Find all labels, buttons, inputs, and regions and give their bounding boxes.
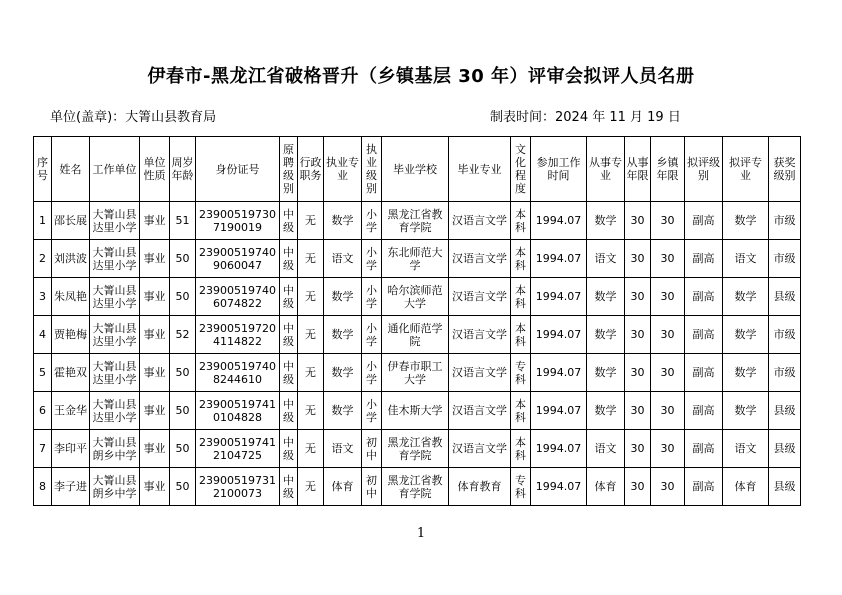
table-cell: 体育教育 xyxy=(449,468,511,506)
table-cell: 体育 xyxy=(723,468,769,506)
table-cell: 239005197410104828 xyxy=(196,392,280,430)
table-cell: 1 xyxy=(34,202,52,240)
table-row xyxy=(34,316,801,354)
column-header: 序号 xyxy=(34,137,52,202)
column-header: 毕业专业 xyxy=(449,137,511,202)
table-cell: 30 xyxy=(625,354,651,392)
table-cell: 副高 xyxy=(685,354,723,392)
table-cell: 副高 xyxy=(685,468,723,506)
table-cell: 霍艳双 xyxy=(52,354,90,392)
table-cell: 市级 xyxy=(769,202,801,240)
table-cell: 本科 xyxy=(511,240,531,278)
table-cell: 汉语言文学 xyxy=(449,202,511,240)
table-cell: 语文 xyxy=(324,240,362,278)
table-cell: 本科 xyxy=(511,202,531,240)
table-row xyxy=(34,354,801,392)
table-cell: 县级 xyxy=(769,278,801,316)
column-header: 乡镇年限 xyxy=(651,137,685,202)
table-cell: 县级 xyxy=(769,430,801,468)
table-cell: 数学 xyxy=(324,392,362,430)
column-header: 毕业学校 xyxy=(382,137,449,202)
column-header: 获奖级别 xyxy=(769,137,801,202)
table-cell: 239005197204114822 xyxy=(196,316,280,354)
table-cell: 中级 xyxy=(280,468,298,506)
table-cell: 县级 xyxy=(769,392,801,430)
table-header-row xyxy=(34,137,801,202)
date-label: 制表时间：2024 年 11 月 19 日 xyxy=(490,110,681,125)
table-cell: 事业 xyxy=(140,202,170,240)
table-cell: 副高 xyxy=(685,316,723,354)
table-cell: 中级 xyxy=(280,392,298,430)
table-cell: 1994.07 xyxy=(531,430,587,468)
table-cell: 51 xyxy=(170,202,196,240)
table-cell: 数学 xyxy=(587,316,625,354)
table-cell: 本科 xyxy=(511,392,531,430)
table-cell: 1994.07 xyxy=(531,468,587,506)
table-row xyxy=(34,278,801,316)
table-cell: 汉语言文学 xyxy=(449,316,511,354)
column-header: 参加工作时间 xyxy=(531,137,587,202)
table-cell: 李子进 xyxy=(52,468,90,506)
table-cell: 30 xyxy=(625,202,651,240)
column-header: 从事专业 xyxy=(587,137,625,202)
column-header: 行政职务 xyxy=(298,137,324,202)
column-header: 文化程度 xyxy=(511,137,531,202)
table-cell: 朱凤艳 xyxy=(52,278,90,316)
table-cell: 30 xyxy=(625,430,651,468)
table-cell: 1994.07 xyxy=(531,316,587,354)
table-cell: 中级 xyxy=(280,354,298,392)
table-cell: 239005197406074822 xyxy=(196,278,280,316)
table-row xyxy=(34,430,801,468)
table-cell: 7 xyxy=(34,430,52,468)
table-cell: 副高 xyxy=(685,202,723,240)
table-cell: 通化师范学院 xyxy=(382,316,449,354)
table-cell: 数学 xyxy=(587,354,625,392)
table-cell: 52 xyxy=(170,316,196,354)
table-row xyxy=(34,202,801,240)
table-cell: 无 xyxy=(298,430,324,468)
table-cell: 黑龙江省教育学院 xyxy=(382,202,449,240)
table-cell: 数学 xyxy=(723,354,769,392)
table-cell: 县级 xyxy=(769,468,801,506)
table-cell: 无 xyxy=(298,240,324,278)
table-cell: 中级 xyxy=(280,240,298,278)
table-row xyxy=(34,240,801,278)
table-cell: 市级 xyxy=(769,316,801,354)
table-cell: 副高 xyxy=(685,240,723,278)
table-cell: 事业 xyxy=(140,392,170,430)
table-cell: 本科 xyxy=(511,278,531,316)
table-cell: 数学 xyxy=(324,278,362,316)
table-cell: 汉语言文学 xyxy=(449,240,511,278)
table-cell: 3 xyxy=(34,278,52,316)
table-cell: 大箐山县达里小学 xyxy=(90,392,140,430)
table-cell: 239005197412104725 xyxy=(196,430,280,468)
table-cell: 语文 xyxy=(723,430,769,468)
table-cell: 数学 xyxy=(587,202,625,240)
table-cell: 语文 xyxy=(723,240,769,278)
table-cell: 4 xyxy=(34,316,52,354)
page-number: 1 xyxy=(416,526,426,541)
table-cell: 30 xyxy=(625,316,651,354)
table-cell: 30 xyxy=(625,278,651,316)
column-header: 姓名 xyxy=(52,137,90,202)
table-cell: 贾艳梅 xyxy=(52,316,90,354)
table-cell: 本科 xyxy=(511,430,531,468)
table-cell: 数学 xyxy=(723,316,769,354)
table-cell: 事业 xyxy=(140,278,170,316)
table-cell: 专科 xyxy=(511,354,531,392)
table-cell: 50 xyxy=(170,278,196,316)
table-cell: 239005197307190019 xyxy=(196,202,280,240)
table-cell: 伊春市职工大学 xyxy=(382,354,449,392)
table-cell: 5 xyxy=(34,354,52,392)
table-cell: 数学 xyxy=(324,202,362,240)
table-cell: 大箐山县达里小学 xyxy=(90,354,140,392)
table-cell: 专科 xyxy=(511,468,531,506)
table-cell: 王金华 xyxy=(52,392,90,430)
table-cell: 无 xyxy=(298,354,324,392)
table-cell: 事业 xyxy=(140,240,170,278)
table-cell: 1994.07 xyxy=(531,278,587,316)
table-cell: 239005197408244610 xyxy=(196,354,280,392)
table-cell: 市级 xyxy=(769,240,801,278)
column-header: 单位性质 xyxy=(140,137,170,202)
table-cell: 事业 xyxy=(140,354,170,392)
table-cell: 50 xyxy=(170,430,196,468)
table-row xyxy=(34,392,801,430)
table-cell: 黑龙江省教育学院 xyxy=(382,468,449,506)
table-cell: 语文 xyxy=(324,430,362,468)
table-cell: 汉语言文学 xyxy=(449,430,511,468)
table-cell: 无 xyxy=(298,278,324,316)
table-cell: 副高 xyxy=(685,278,723,316)
table-cell: 中级 xyxy=(280,278,298,316)
table-cell: 佳木斯大学 xyxy=(382,392,449,430)
table-cell: 事业 xyxy=(140,430,170,468)
table-cell: 30 xyxy=(625,392,651,430)
table-cell: 汉语言文学 xyxy=(449,278,511,316)
table-cell: 30 xyxy=(651,316,685,354)
table-cell: 数学 xyxy=(723,392,769,430)
unit-label: 单位(盖章)：大箐山县教育局 xyxy=(50,110,217,125)
column-header: 执业专业 xyxy=(324,137,362,202)
table-cell: 本科 xyxy=(511,316,531,354)
table-cell: 数学 xyxy=(324,316,362,354)
table-cell: 中级 xyxy=(280,316,298,354)
table-cell: 大箐山县达里小学 xyxy=(90,278,140,316)
table-cell: 1994.07 xyxy=(531,202,587,240)
table-cell: 中级 xyxy=(280,430,298,468)
table-cell: 大箐山县朗乡中学 xyxy=(90,468,140,506)
table-cell: 市级 xyxy=(769,354,801,392)
column-header: 拟评专业 xyxy=(723,137,769,202)
table-cell: 239005197312100073 xyxy=(196,468,280,506)
table-cell: 数学 xyxy=(723,202,769,240)
table-cell: 黑龙江省教育学院 xyxy=(382,430,449,468)
table-cell: 无 xyxy=(298,468,324,506)
table-cell: 50 xyxy=(170,468,196,506)
table-body xyxy=(34,202,801,506)
table-cell: 东北师范大学 xyxy=(382,240,449,278)
table-cell: 事业 xyxy=(140,316,170,354)
table-cell: 大箐山县达里小学 xyxy=(90,240,140,278)
table-cell: 事业 xyxy=(140,468,170,506)
table-row xyxy=(34,468,801,506)
column-header: 原聘级别 xyxy=(280,137,298,202)
table-cell: 哈尔滨师范大学 xyxy=(382,278,449,316)
table-cell: 初中 xyxy=(362,430,382,468)
table-cell: 1994.07 xyxy=(531,240,587,278)
table-cell: 数学 xyxy=(723,278,769,316)
table-cell: 30 xyxy=(651,430,685,468)
table-cell: 汉语言文学 xyxy=(449,392,511,430)
table-cell: 50 xyxy=(170,240,196,278)
column-header: 工作单位 xyxy=(90,137,140,202)
table-cell: 体育 xyxy=(587,468,625,506)
table-cell: 小学 xyxy=(362,392,382,430)
table-cell: 小学 xyxy=(362,202,382,240)
table-cell: 李印平 xyxy=(52,430,90,468)
column-header: 执业级别 xyxy=(362,137,382,202)
table-cell: 大箐山县朗乡中学 xyxy=(90,430,140,468)
table-cell: 小学 xyxy=(362,240,382,278)
table-cell: 汉语言文学 xyxy=(449,354,511,392)
column-header: 从事年限 xyxy=(625,137,651,202)
table-cell: 30 xyxy=(651,202,685,240)
table-cell: 副高 xyxy=(685,392,723,430)
table-cell: 50 xyxy=(170,354,196,392)
table-cell: 30 xyxy=(651,354,685,392)
table-cell: 大箐山县达里小学 xyxy=(90,316,140,354)
table-cell: 刘洪波 xyxy=(52,240,90,278)
table-cell: 30 xyxy=(651,278,685,316)
table-cell: 1994.07 xyxy=(531,392,587,430)
page-title: 伊春市-黑龙江省破格晋升（乡镇基层 30 年）评审会拟评人员名册 xyxy=(147,66,695,87)
table-cell: 30 xyxy=(625,468,651,506)
table-cell: 1994.07 xyxy=(531,354,587,392)
column-header: 身份证号 xyxy=(196,137,280,202)
table-cell: 数学 xyxy=(587,278,625,316)
table-cell: 邵长展 xyxy=(52,202,90,240)
table-cell: 小学 xyxy=(362,316,382,354)
table-cell: 30 xyxy=(651,392,685,430)
table-cell: 初中 xyxy=(362,468,382,506)
column-header: 周岁年龄 xyxy=(170,137,196,202)
table-cell: 30 xyxy=(651,240,685,278)
table-cell: 无 xyxy=(298,316,324,354)
table-cell: 30 xyxy=(651,468,685,506)
table-cell: 50 xyxy=(170,392,196,430)
table-cell: 239005197409060047 xyxy=(196,240,280,278)
table-cell: 副高 xyxy=(685,430,723,468)
table-cell: 数学 xyxy=(324,354,362,392)
table-cell: 30 xyxy=(625,240,651,278)
table-cell: 小学 xyxy=(362,278,382,316)
table-cell: 2 xyxy=(34,240,52,278)
column-header: 拟评级别 xyxy=(685,137,723,202)
table-cell: 大箐山县达里小学 xyxy=(90,202,140,240)
roster-table xyxy=(33,136,801,506)
table-cell: 数学 xyxy=(587,392,625,430)
table-cell: 语文 xyxy=(587,240,625,278)
table-cell: 中级 xyxy=(280,202,298,240)
table-cell: 小学 xyxy=(362,354,382,392)
table-cell: 无 xyxy=(298,392,324,430)
table-cell: 无 xyxy=(298,202,324,240)
table-cell: 体育 xyxy=(324,468,362,506)
table-cell: 6 xyxy=(34,392,52,430)
table-cell: 8 xyxy=(34,468,52,506)
table-cell: 语文 xyxy=(587,430,625,468)
